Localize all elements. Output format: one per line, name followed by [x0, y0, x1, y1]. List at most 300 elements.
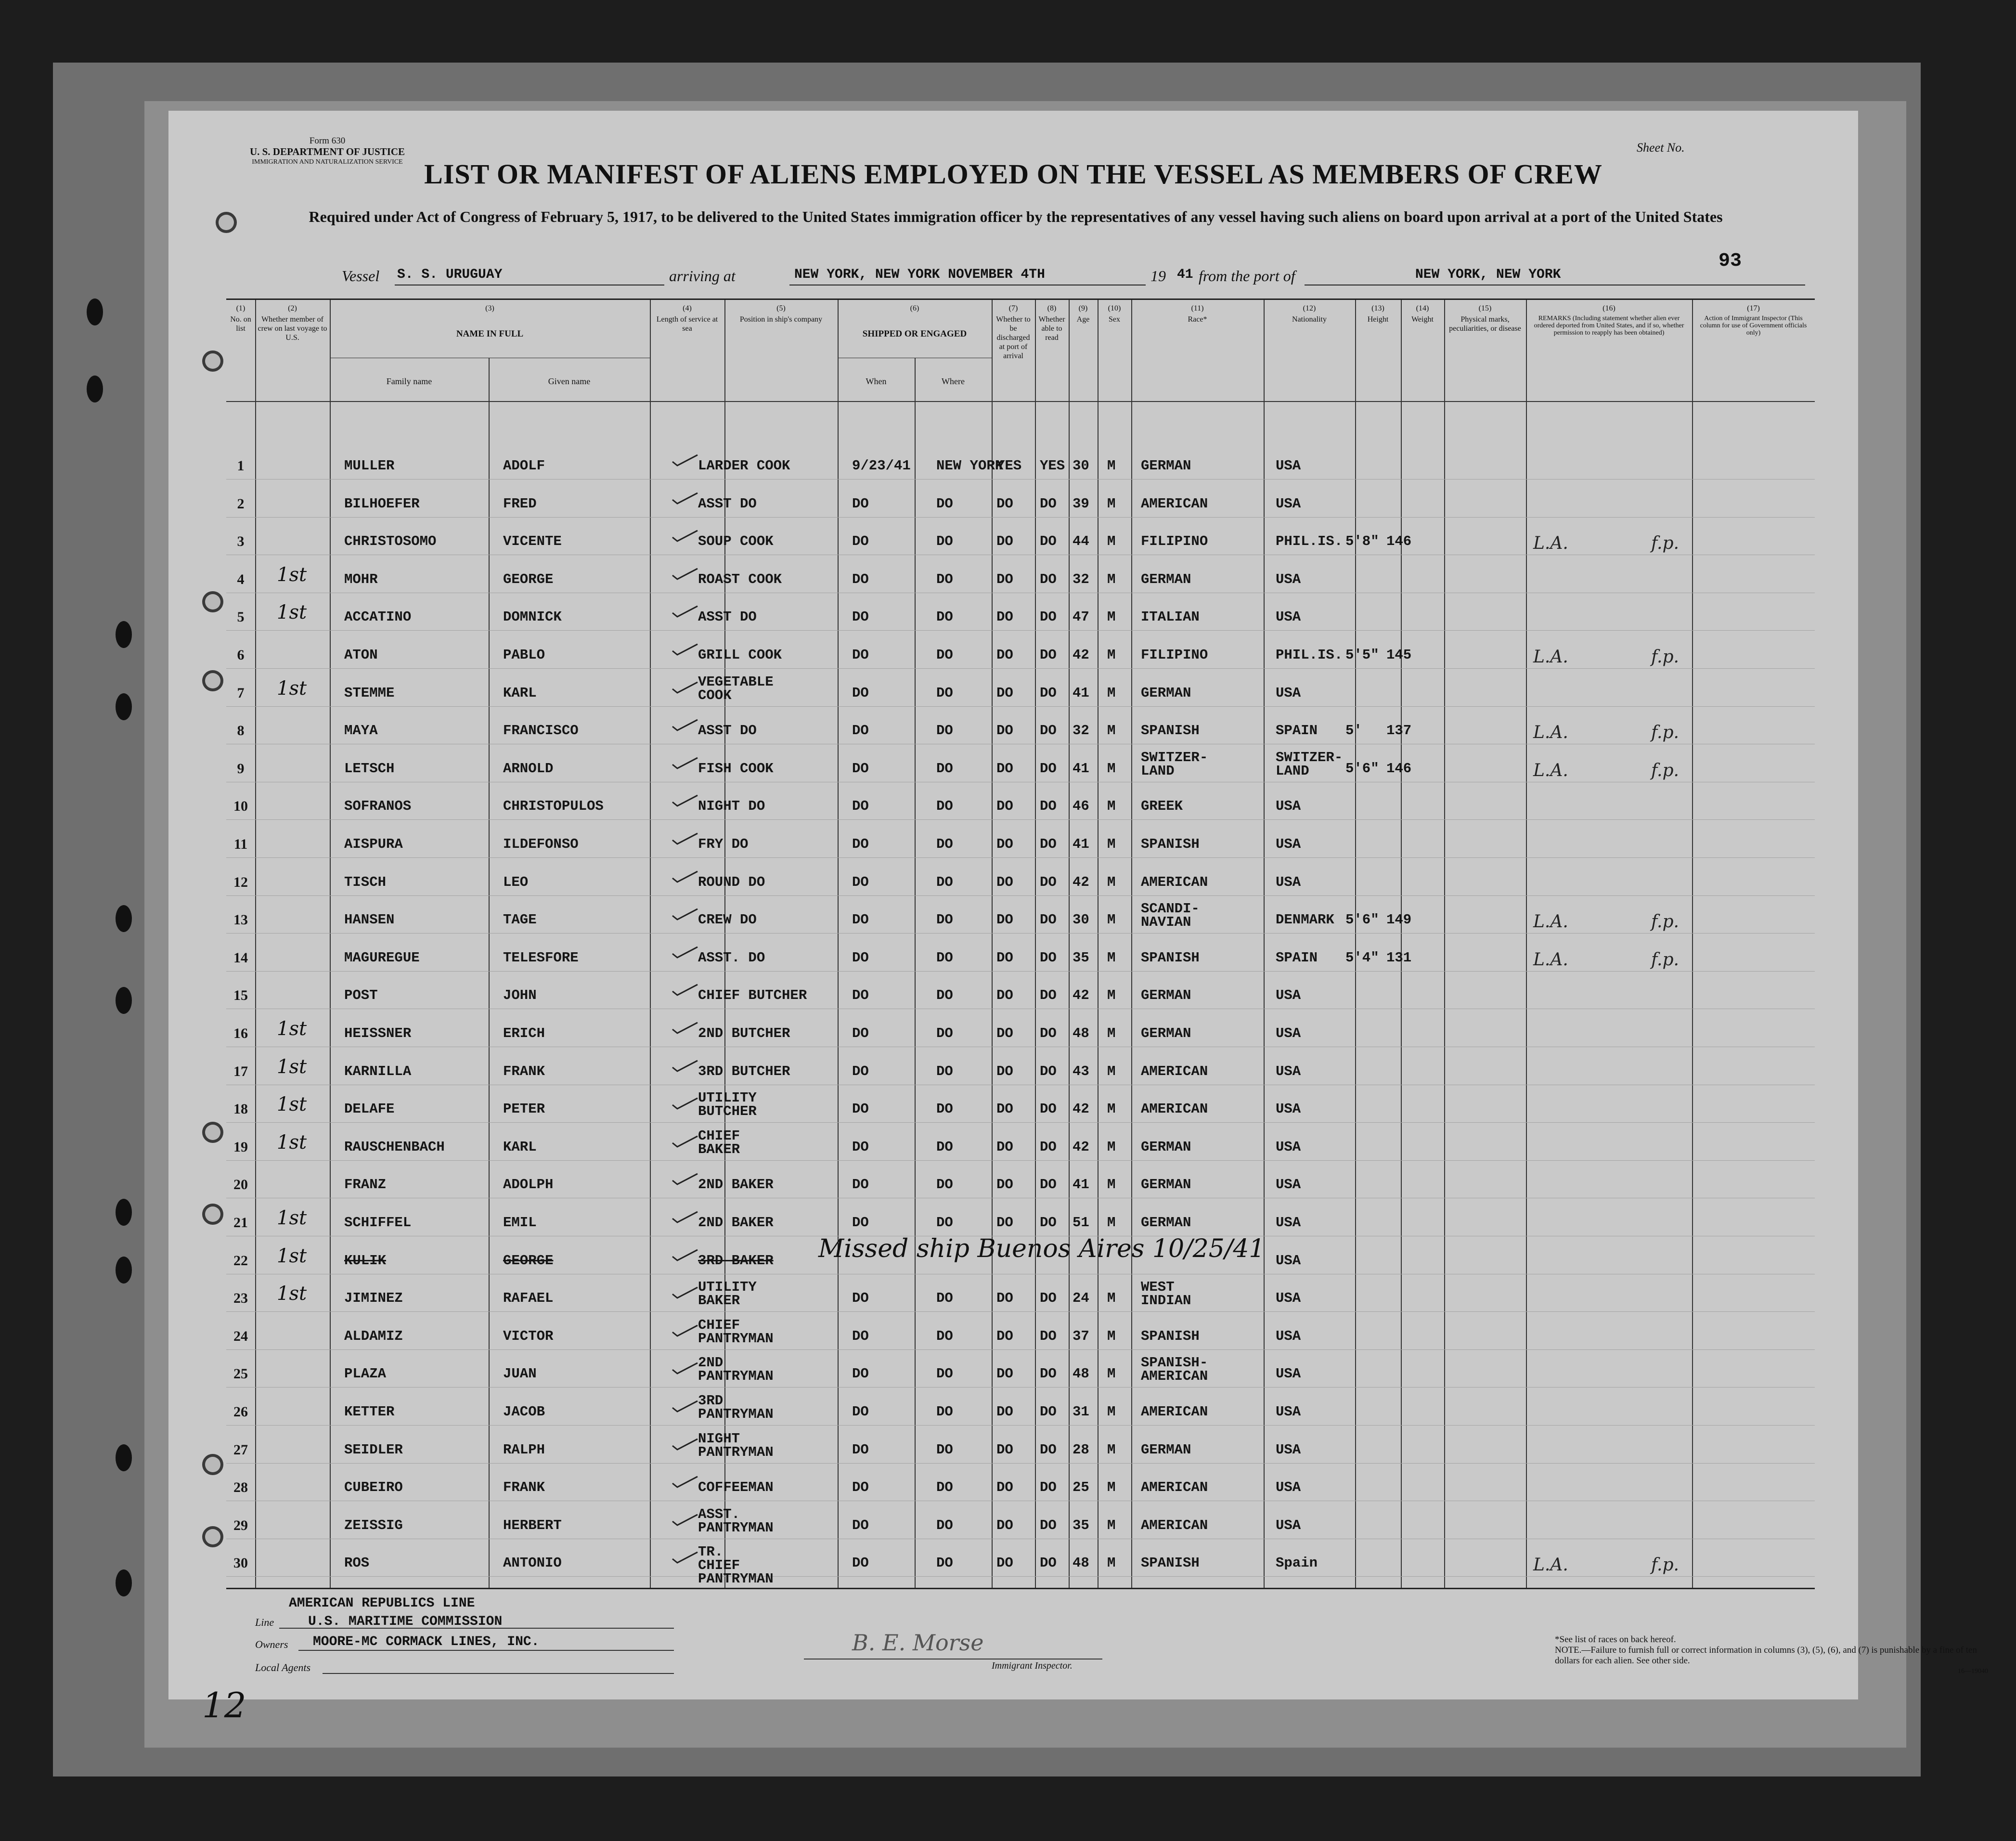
checkmark-icon — [672, 1513, 698, 1527]
cell-race: SWITZER-LAND — [1141, 749, 1208, 779]
cell-age: 35 — [1073, 1517, 1089, 1533]
inspector-signature: B. E. Morse — [852, 1630, 984, 1656]
cell-nationality: USA — [1276, 798, 1301, 815]
table-row — [226, 520, 1815, 557]
cell-remarks: L.A. — [1533, 912, 1568, 932]
cell-sex: M — [1107, 949, 1116, 966]
cell-age: 25 — [1073, 1479, 1089, 1496]
cell-given: JACOB — [503, 1404, 545, 1420]
cell-family: JIMINEZ — [344, 1290, 403, 1307]
cell-position: FRY DO — [698, 836, 749, 852]
cell-given: RAFAEL — [503, 1290, 554, 1307]
cell-family: MAGUREGUE — [344, 949, 420, 966]
cell-race: AMERICAN — [1141, 1479, 1208, 1496]
cell-sex: M — [1107, 987, 1116, 1004]
cell-position: 2ND BAKER — [698, 1177, 774, 1193]
cell-where: DO — [936, 1215, 953, 1231]
column-number: (17) — [1747, 304, 1760, 312]
cell-discharged: DO — [996, 1063, 1013, 1079]
cell-when: DO — [852, 1479, 869, 1496]
column-header — [226, 304, 255, 333]
cell-race: WEST INDIAN — [1141, 1279, 1191, 1309]
cell-last: 1st — [277, 1207, 307, 1229]
cell-nationality: USA — [1276, 1101, 1301, 1117]
cell-read: DO — [1040, 874, 1057, 890]
column-number: (6) — [910, 304, 919, 312]
cell-position: ASST DO — [698, 609, 757, 625]
column-number: (1) — [236, 304, 246, 312]
column-number: (8) — [1047, 304, 1057, 312]
cell-no: 29 — [233, 1517, 248, 1533]
maritime-commission: U.S. MARITIME COMMISSION — [308, 1614, 503, 1629]
cell-discharged: DO — [996, 949, 1013, 966]
cell-nationality: USA — [1276, 458, 1301, 474]
column-header — [1098, 304, 1131, 324]
checkmark-icon — [672, 1550, 698, 1565]
table-row — [226, 1050, 1815, 1088]
crew-table — [226, 298, 1815, 1589]
column-number: (10) — [1108, 304, 1121, 312]
cell-position: UTILITY BUTCHER — [698, 1090, 757, 1120]
cell-nationality: USA — [1276, 874, 1301, 890]
cell-age: 24 — [1073, 1290, 1089, 1307]
cell-remarks: L.A. — [1533, 949, 1568, 970]
cell-position: CHIEF PANTRYMAN — [698, 1317, 774, 1347]
cell-when: DO — [852, 874, 869, 890]
table-row — [226, 861, 1815, 898]
cell-race: AMERICAN — [1141, 1101, 1208, 1117]
cell-family: SOFRANOS — [344, 798, 412, 815]
cell-where: DO — [936, 685, 953, 701]
cell-where: DO — [936, 1404, 953, 1420]
cell-where: DO — [936, 874, 953, 890]
table-row — [226, 1201, 1815, 1239]
line-label: Line — [255, 1616, 274, 1628]
table-row — [226, 1163, 1815, 1201]
cell-discharged: DO — [996, 912, 1013, 928]
column-label: Sex — [1109, 315, 1120, 324]
cell-remarks: L.A. — [1533, 647, 1568, 667]
cell-read: DO — [1040, 1025, 1057, 1041]
cell-no: 11 — [233, 836, 248, 852]
owners-label: Owners — [255, 1638, 288, 1650]
cell-position: 3RD BUTCHER — [698, 1063, 790, 1079]
cell-family: KETTER — [344, 1404, 395, 1420]
cell-discharged: DO — [996, 1290, 1013, 1307]
cell-read: DO — [1040, 1063, 1057, 1079]
cell-read: DO — [1040, 685, 1057, 701]
cell-no: 28 — [233, 1479, 248, 1496]
cell-read: DO — [1040, 1328, 1057, 1344]
cell-sex: M — [1107, 1177, 1116, 1193]
cell-given: FRANK — [503, 1479, 545, 1496]
cell-nationality: USA — [1276, 1290, 1301, 1307]
cell-nationality: USA — [1276, 1517, 1301, 1533]
cell-nationality: USA — [1276, 685, 1301, 701]
cell-age: 37 — [1073, 1328, 1089, 1344]
cell-discharged: DO — [996, 987, 1013, 1004]
cell-sex: M — [1107, 1555, 1116, 1571]
cell-sex: M — [1107, 874, 1116, 890]
checkmark-icon — [672, 567, 698, 581]
cell-sex: M — [1107, 798, 1116, 815]
cell-nationality: SPAIN — [1276, 723, 1318, 739]
checkmark-icon — [672, 1172, 698, 1186]
from-port-label: from the port of — [1199, 267, 1295, 285]
cell-when: DO — [852, 949, 869, 966]
cell-race: SPANISH — [1141, 1555, 1200, 1571]
cell-discharged: DO — [996, 647, 1013, 663]
cell-given: VICTOR — [503, 1328, 554, 1344]
column-number: (9) — [1078, 304, 1088, 312]
cell-sex: M — [1107, 760, 1116, 777]
cell-race: SCANDI-NAVIAN — [1141, 901, 1200, 931]
cell-read: DO — [1040, 1441, 1057, 1458]
cell-when: DO — [852, 685, 869, 701]
cell-last: 1st — [277, 1283, 307, 1305]
table-row — [226, 1088, 1815, 1125]
cell-sex: M — [1107, 836, 1116, 852]
cell-last: 1st — [277, 677, 307, 700]
cell-family: POST — [344, 987, 378, 1004]
cell-no: 6 — [237, 647, 245, 663]
cell-position: CHIEF BAKER — [698, 1128, 740, 1157]
vessel-line — [226, 267, 1815, 286]
cell-family: MULLER — [344, 458, 395, 474]
cell-discharged: DO — [996, 760, 1013, 777]
cell-where: DO — [936, 987, 953, 1004]
cell-position: 2ND BAKER — [698, 1215, 774, 1231]
checkmark-icon — [672, 718, 698, 732]
checkmark-icon — [672, 793, 698, 808]
cell-given: FRED — [503, 495, 537, 512]
cell-where: DO — [936, 798, 953, 815]
year-label: 19 — [1150, 267, 1166, 285]
cell-where: DO — [936, 647, 953, 663]
cell-no: 2 — [237, 495, 245, 512]
cell-race: AMERICAN — [1141, 1404, 1208, 1420]
cell-given: FRANCISCO — [503, 723, 579, 739]
column-label: Whether able to read — [1038, 315, 1065, 342]
cell-weight: 149 — [1386, 912, 1412, 928]
cell-position: SOUP COOK — [698, 533, 774, 550]
column-number: (5) — [776, 304, 786, 312]
cell-age: 51 — [1073, 1215, 1089, 1231]
cell-given: CHRISTOPULOS — [503, 798, 604, 815]
cell-nationality: USA — [1276, 1139, 1301, 1155]
cell-height: 5' — [1345, 723, 1362, 739]
cell-nationality: USA — [1276, 987, 1301, 1004]
cell-discharged: DO — [996, 1177, 1013, 1193]
inspector-label: Immigrant Inspector. — [992, 1660, 1073, 1671]
cell-weight: 145 — [1386, 647, 1412, 663]
subcolumn-where: Where — [942, 376, 965, 386]
cell-nationality: PHIL.IS. — [1276, 647, 1343, 663]
cell-race: SPANISH-AMERICAN — [1141, 1355, 1208, 1385]
table-row — [226, 823, 1815, 860]
cell-no: 20 — [233, 1177, 248, 1193]
checkmark-icon — [672, 642, 698, 657]
cell-given: TELESFORE — [503, 949, 579, 966]
subcolumn-when: When — [866, 376, 887, 386]
cell-discharged: DO — [996, 1328, 1013, 1344]
cell-weight: 137 — [1386, 723, 1412, 739]
cell-height: 5'6" — [1345, 912, 1379, 928]
cell-read: DO — [1040, 571, 1057, 587]
cell-given: ERICH — [503, 1025, 545, 1041]
cell-height: 5'4" — [1345, 949, 1379, 966]
cell-read: YES — [1040, 458, 1065, 474]
cell-where: NEW YORK — [936, 458, 1004, 474]
cell-discharged: DO — [996, 1139, 1013, 1155]
from-port-name: NEW YORK, NEW YORK — [1415, 267, 1561, 282]
cell-where: DO — [936, 1177, 953, 1193]
cell-given: GEORGE — [503, 1252, 554, 1269]
cell-sex: M — [1107, 495, 1116, 512]
cell-when: DO — [852, 571, 869, 587]
cell-read: DO — [1040, 647, 1057, 663]
cell-given: KARL — [503, 685, 537, 701]
cell-where: DO — [936, 1139, 953, 1155]
cell-when: 9/23/41 — [852, 458, 911, 474]
cell-nationality: USA — [1276, 1063, 1301, 1079]
cell-position: ASST. DO — [698, 949, 765, 966]
cell-when: DO — [852, 1025, 869, 1041]
column-header — [1131, 304, 1264, 324]
cell-position: 3RD PANTRYMAN — [698, 1393, 774, 1422]
cell-when: DO — [852, 533, 869, 550]
table-row — [226, 1542, 1815, 1587]
cell-no: 3 — [237, 533, 245, 550]
cell-family: KULIK — [344, 1252, 387, 1269]
subcolumn-family: Family name — [386, 376, 432, 386]
cell-no: 17 — [233, 1063, 248, 1079]
cell-discharged: YES — [996, 458, 1022, 474]
cell-nationality: USA — [1276, 836, 1301, 852]
cell-given: ARNOLD — [503, 760, 554, 777]
cell-where: DO — [936, 912, 953, 928]
cell-when: DO — [852, 647, 869, 663]
cell-height: 5'5" — [1345, 647, 1379, 663]
cell-nationality: USA — [1276, 1252, 1301, 1269]
cell-sex: M — [1107, 647, 1116, 663]
cell-family: CHRISTOSOMO — [344, 533, 437, 550]
cell-family: LETSCH — [344, 760, 395, 777]
cell-position: COFFEEMAN — [698, 1479, 774, 1496]
cell-age: 48 — [1073, 1366, 1089, 1382]
cell-age: 28 — [1073, 1441, 1089, 1458]
cell-where: DO — [936, 836, 953, 852]
cell-given: ILDEFONSO — [503, 836, 579, 852]
cell-no: 19 — [233, 1139, 248, 1155]
cell-read: DO — [1040, 912, 1057, 928]
form-footer — [226, 1596, 1988, 1692]
cell-age: 48 — [1073, 1555, 1089, 1571]
column-label: No. on list — [230, 315, 251, 333]
table-row — [226, 974, 1815, 1011]
column-label: Height — [1367, 315, 1389, 324]
cell-position: NIGHT DO — [698, 798, 765, 815]
table-row — [226, 672, 1815, 709]
cell-discharged: DO — [996, 571, 1013, 587]
cell-given: ADOLF — [503, 458, 545, 474]
cell-when: DO — [852, 1063, 869, 1079]
cell-position: LARDER COOK — [698, 458, 790, 474]
cell-discharged: DO — [996, 1101, 1013, 1117]
cell-when: DO — [852, 1290, 869, 1307]
table-row — [226, 898, 1815, 936]
cell-no: 8 — [237, 723, 245, 739]
form-code: 16—19040 — [1958, 1668, 1988, 1675]
cell-race: GERMAN — [1141, 987, 1191, 1004]
cell-position: ROUND DO — [698, 874, 765, 890]
table-row — [226, 1277, 1815, 1314]
cell-position: GRILL COOK — [698, 647, 782, 663]
cell-age: 42 — [1073, 874, 1089, 890]
cell-when: DO — [852, 836, 869, 852]
cell-where: DO — [936, 495, 953, 512]
cell-race: SPANISH — [1141, 836, 1200, 852]
cell-where: DO — [936, 1101, 953, 1117]
cell-discharged: DO — [996, 1479, 1013, 1496]
checkmark-icon — [672, 604, 698, 619]
checkmark-icon — [672, 945, 698, 959]
cell-family: PLAZA — [344, 1366, 387, 1382]
cell-read: DO — [1040, 949, 1057, 966]
cell-remarks: L.A. — [1533, 1555, 1568, 1575]
cell-given: KARL — [503, 1139, 537, 1155]
cell-where: DO — [936, 1063, 953, 1079]
cell-discharged: DO — [996, 1517, 1013, 1533]
cell-discharged: DO — [996, 1441, 1013, 1458]
column-header — [1444, 304, 1526, 333]
checkmark-icon — [672, 1134, 698, 1149]
cell-read: DO — [1040, 1139, 1057, 1155]
cell-position: 2ND BUTCHER — [698, 1025, 790, 1041]
cell-when: DO — [852, 1101, 869, 1117]
page-subtitle: Required under Act of Congress of February 5, 1917, to be delivered to the United States immigration officer by the representatives of any vessel having such aliens on board upon arrival at a port of the United States — [309, 208, 1723, 225]
cell-race: FILIPINO — [1141, 533, 1208, 550]
cell-family: ZEISSIG — [344, 1517, 403, 1533]
checkmark-icon — [672, 1210, 698, 1224]
column-header — [1526, 304, 1692, 337]
cell-race: GERMAN — [1141, 1177, 1191, 1193]
cell-read: DO — [1040, 836, 1057, 852]
column-label: Action of Immigrant Inspector (This column for use of Government officials only) — [1700, 315, 1807, 337]
cell-family: DELAFE — [344, 1101, 395, 1117]
cell-sex: M — [1107, 1139, 1116, 1155]
cell-when: DO — [852, 723, 869, 739]
checkmark-icon — [672, 529, 698, 543]
column-number: (16) — [1602, 304, 1615, 312]
cell-discharged: DO — [996, 685, 1013, 701]
cell-family: MOHR — [344, 571, 378, 587]
cell-age: 42 — [1073, 987, 1089, 1004]
column-label: Race* — [1188, 315, 1207, 324]
cell-race: GERMAN — [1141, 1139, 1191, 1155]
year-value: 41 — [1177, 267, 1193, 282]
cell-no: 4 — [237, 571, 245, 587]
cell-where: DO — [936, 1517, 953, 1533]
cell-race: GERMAN — [1141, 685, 1191, 701]
cell-sex: M — [1107, 1366, 1116, 1382]
cell-last: 1st — [277, 1018, 307, 1040]
cell-action: f.p. — [1651, 949, 1679, 970]
cell-sex: M — [1107, 1063, 1116, 1079]
cell-given: LEO — [503, 874, 529, 890]
cell-race: AMERICAN — [1141, 495, 1208, 512]
cell-discharged: DO — [996, 836, 1013, 852]
column-header — [1069, 304, 1098, 324]
column-header — [1035, 304, 1069, 342]
cell-given: PETER — [503, 1101, 545, 1117]
cell-when: DO — [852, 495, 869, 512]
column-label: REMARKS (Including statement whether alien ever ordered deported from United States, and if so, whether permission to reapply has been obtained) — [1534, 315, 1684, 337]
table-row — [226, 482, 1815, 520]
cell-given: VICENTE — [503, 533, 562, 550]
checkmark-icon — [672, 680, 698, 695]
column-number: (13) — [1371, 304, 1384, 312]
column-label: Position in ship's company — [739, 315, 823, 324]
column-label: NAME IN FULL — [456, 329, 524, 339]
cell-sex: M — [1107, 1101, 1116, 1117]
cell-age: 42 — [1073, 647, 1089, 663]
cell-race: GREEK — [1141, 798, 1183, 815]
cell-nationality: SWITZER-LAND — [1276, 749, 1343, 779]
column-label: Length of service at sea — [656, 315, 718, 333]
cell-age: 41 — [1073, 836, 1089, 852]
cell-position: TR. CHIEF PANTRYMAN — [698, 1544, 774, 1587]
cell-family: FRANZ — [344, 1177, 387, 1193]
cell-no: 10 — [233, 798, 248, 815]
cell-read: DO — [1040, 798, 1057, 815]
cell-where: DO — [936, 723, 953, 739]
cell-no: 22 — [233, 1252, 248, 1269]
cell-sex: M — [1107, 1025, 1116, 1041]
cell-when: DO — [852, 798, 869, 815]
column-header — [838, 304, 992, 338]
cell-race: GERMAN — [1141, 1025, 1191, 1041]
cell-action: f.p. — [1651, 533, 1679, 554]
cell-no: 18 — [233, 1101, 248, 1117]
cell-family: CUBEIRO — [344, 1479, 403, 1496]
cell-position: ASST. PANTRYMAN — [698, 1506, 774, 1536]
cell-sex: M — [1107, 723, 1116, 739]
cell-read: DO — [1040, 1366, 1057, 1382]
cell-nationality: PHIL.IS. — [1276, 533, 1343, 550]
cell-nationality: SPAIN — [1276, 949, 1318, 966]
checkmark-icon — [672, 1399, 698, 1413]
cell-where: DO — [936, 533, 953, 550]
cell-discharged: DO — [996, 723, 1013, 739]
cell-position: CHIEF BUTCHER — [698, 987, 807, 1004]
cell-when: DO — [852, 1555, 869, 1571]
cell-age: 43 — [1073, 1063, 1089, 1079]
cell-no: 16 — [233, 1025, 248, 1041]
cell-nationality: Spain — [1276, 1555, 1318, 1571]
cell-family: BILHOEFER — [344, 495, 420, 512]
cell-read: DO — [1040, 609, 1057, 625]
handwritten-annotation: Missed ship Buenos Aires 10/25/41 — [818, 1234, 1265, 1263]
cell-read: DO — [1040, 495, 1057, 512]
agents-label: Local Agents — [255, 1661, 311, 1673]
cell-given: TAGE — [503, 912, 537, 928]
cell-when: DO — [852, 1366, 869, 1382]
cell-race: SPANISH — [1141, 949, 1200, 966]
cell-race: SPANISH — [1141, 1328, 1200, 1344]
cell-no: 1 — [237, 458, 245, 474]
cell-position: ASST DO — [698, 723, 757, 739]
